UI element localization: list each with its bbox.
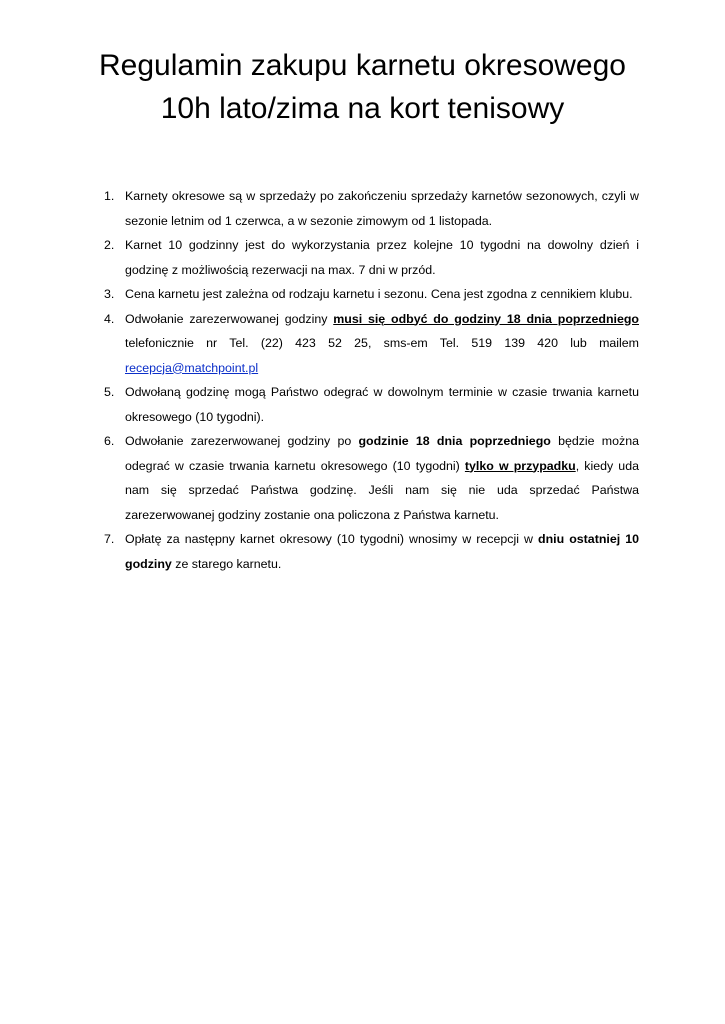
rule-text: Odwołanie zarezerwowanej godziny po	[125, 434, 359, 448]
rule-text: telefonicznie nr Tel. (22) 423 52 25, sms-em Tel. 519 139 420 lub mailem	[125, 336, 639, 350]
rule-number: 1.	[104, 189, 115, 203]
rule-bold: dniu ostatniej 10 godziny	[125, 532, 640, 571]
rule-3	[96, 282, 639, 307]
rule-text: będzie można odegrać w czasie trwania karnetu okresowego (10 tygodni)	[125, 434, 639, 473]
rule-text: Karnety okresowe są w sprzedaży po zakończeniu sprzedaży karnetów sezonowych, czyli w sezonie letnim od 1 czerwca, a w sezonie zimowym od 1 listopada.	[125, 189, 639, 228]
rule-text: , kiedy uda nam się sprzedać Państwa godzinę. Jeśli nam się nie uda sprzedać Państwa zarezerwowanej godziny zostanie ona policzona z Państwa karnetu.	[125, 458, 639, 522]
rule-text: Cena karnetu jest zależna od rodzaju karnetu i sezonu. Cena jest zgodna z cennikiem klubu.	[125, 287, 633, 301]
email-link[interactable]: recepcja@matchpoint.pl	[125, 360, 259, 375]
rule-number: 3.	[104, 287, 115, 301]
rule-1	[96, 184, 639, 233]
rule-emphasis: musi się odbyć do godziny 18 dnia poprzedniego	[333, 311, 639, 326]
rule-4	[96, 307, 639, 381]
title-line-1: Regulamin zakupu karnetu okresowego	[99, 49, 626, 82]
rule-number: 6.	[104, 434, 115, 448]
rules-list	[96, 184, 639, 576]
rule-number: 4.	[104, 311, 115, 326]
rule-text: Odwołaną godzinę mogą Państwo odegrać w dowolnym terminie w czasie trwania karnetu okresowego (10 tygodni).	[125, 385, 639, 424]
rule-text: ze starego karnetu.	[171, 556, 282, 571]
rule-emphasis: tylko w przypadku	[464, 458, 576, 473]
rule-number: 7.	[104, 532, 115, 546]
rule-bold: godzinie 18 dnia poprzedniego	[358, 434, 551, 448]
rule-number: 5.	[104, 385, 115, 399]
rule-7	[96, 527, 639, 576]
rule-text: Opłatę za następny karnet okresowy (10 tygodni) wnosimy w recepcji w	[125, 532, 539, 546]
rule-text: Odwołanie zarezerwowanej godziny	[125, 311, 334, 326]
rule-number: 2.	[104, 238, 115, 252]
rule-5	[96, 380, 639, 429]
title-line-2: 10h lato/zima na kort tenisowy	[160, 92, 565, 125]
rule-2	[96, 233, 639, 282]
rule-text: Karnet 10 godzinny jest do wykorzystania przez kolejne 10 tygodni na dowolny dzień i godzinę z możliwością rezerwacji na max. 7 dni w przód.	[125, 238, 639, 277]
document-title	[40, 44, 685, 130]
rule-6	[96, 429, 639, 527]
